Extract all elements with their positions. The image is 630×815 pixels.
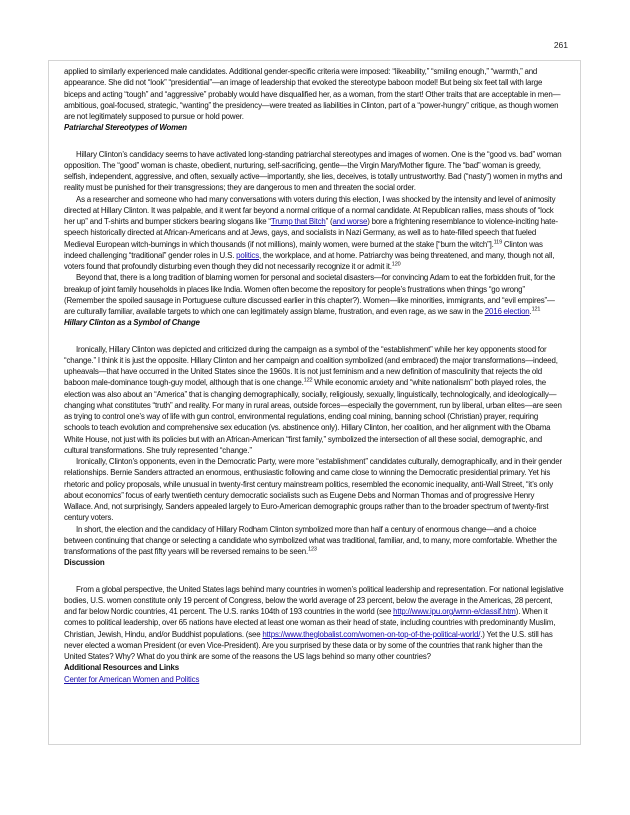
link-2016-election[interactable]: 2016 election xyxy=(484,307,530,316)
spacer xyxy=(64,569,564,584)
paragraph: In short, the election and the candidacy of Hillary Rodham Clinton symbolized more than half a century of enormous change—and a choice between continuing that change or selecting a candidate who symbolized what was traditional, familiar, and, to many, more comfortable. Whether the transformations of the past fifty years will be reversed remains to be seen.$^{123}$ xyxy=(64,524,557,556)
spacer xyxy=(64,134,564,149)
link-theglobalist[interactable]: https://www.theglobalist.com/women-on-top-of-the-political-world/ xyxy=(262,629,481,639)
section-heading-resources: Additional Resources and Links xyxy=(64,663,180,673)
section-heading-symbol-of-change: Hillary Clinton as a Symbol of Change xyxy=(64,318,200,328)
footnote-ref: 123 xyxy=(308,546,317,553)
footnote-ref: 122 xyxy=(303,377,313,384)
text-column xyxy=(64,66,564,685)
section-heading-patriarchal-stereotypes: Patriarchal Stereotypes of Women xyxy=(64,123,187,133)
section-heading-discussion: Discussion xyxy=(64,558,105,568)
paragraph: Beyond that, there is a long tradition of blaming women for personal and societal disasters—for convincing Adam to eat the forbidden fruit, for the breakup of joint family households in places like India. Women often become the repository for people’s frustrations when things “go wrong” (Remember the spoiled sausage in Portuguese culture discussed earlier in this chapter?). Women—like minorities, immigrants, and “evil empires”—are culturally familiar, available targets to which one can legitimately assign blame, frustration, and even rage, as we saw in the 2016 election.$^{121}$ xyxy=(64,273,556,316)
link-and-worse[interactable]: and worse xyxy=(332,217,368,226)
footnote-ref: 121 xyxy=(531,306,541,313)
page-number: 261 xyxy=(553,40,568,50)
paragraph: Ironically, Clinton’s opponents, even in the Democratic Party, were more “establishment” candidates culturally, demographically, and in their gender relationships. Bernie Sanders attracted an enormous, enthusiastic following and came close to winning the Democratic presidential primary. Yet his rhetoric and policy proposals, while unusual in twenty-first century mainstream politics, resembled the economic inequality, anti-Wall Street, “it’s only about economics” focus of early twentieth century democratic socialists such as Eugene Debs and Norman Thomas and of progressive Henry Wallace. And, not surprisingly, Sanders appealed largely to Euro-American demographic groups rather than to the broader spectrum of twenty-first century voters. xyxy=(64,457,562,523)
link-cawp[interactable]: Center for American Women and Politics xyxy=(64,674,200,684)
footnote-ref: 119 xyxy=(493,238,502,245)
footnote-ref: 120 xyxy=(391,261,401,268)
paragraph: applied to similarly experienced male candidates. Additional gender-specific criteria were imposed: “likeability,” “smiling enough,” “warmth,” and appearance. She did not “look” “presidential”—an image of leadership that evoked the stereotype baboon model! But being six feet tall with large biceps and acting “tough” and “aggressive” probably would have disqualified her, as a woman, from the start! Other traits that are acceptable in men—ambitious, goal-focused, strategic, “wanting” the presidency—were treated as liabilities in Clinton, part of a “power-hungry” critique, as though women are not legitimately supposed to pursue or hold power. xyxy=(64,67,561,121)
paragraph: As a researcher and someone who had many conversations with voters during this election, I was shocked by the intensity and level of animosity directed at Hillary Clinton. It was palpable, and it went far beyond a normal critique of a normal candidate. At Republican rallies, mass shouts of “lock her up” and T-shirts and bumper stickers bearing slogans like “Trump that Bitch” (and worse) bore a frightening resemblance to violence-inciting hate-speech historically directed at African-Americans and at Jews, gays, and socialists in Nazi Germany, as well as to hate-filled speech that fueled Medieval European witch-burnings in which thousands (if not millions), mainly women, were burned at the stake [“burn the witch”].$^{119}$ Clinton was indeed challenging “traditional” gender roles in U.S. politics, the workplace, and at home. Patriarchy was being threatened, and many, though not all, voters found that profoundly disturbing even though they did not necessarily recognize it or admit it.$^{120}$ xyxy=(64,194,558,271)
link-ipu-classif[interactable]: http://www.ipu.org/wmn-e/classif.htm xyxy=(393,607,516,616)
paragraph: Hillary Clinton’s candidacy seems to have activated long-standing patriarchal stereotypes and images of women. One is the “good vs. bad” woman opposition. The “good” woman is chaste, obedient, nurturing, self-sacrificing, gentle—the Virgin Mary/Mother figure. The “bad” woman is greedy, selfish, independent, aggressive, and often, sexually active—importantly, she lies, deceives, is totally untrustworthy. Bad (“nasty”) women in myths and reality must be punished for their transgressions; they are dangerous to men and threaten the social order. xyxy=(64,149,563,193)
paragraph: Ironically, Hillary Clinton was depicted and criticized during the campaign as a symbol of the “establishment” while her key opponents stood for “change.” I think it is just the opposite. Hillary Clinton and her campaign and coalition symbolized (and embraced) the major transformations—indeed, upheavals—that have occurred in the United States since the 1960s. It is not just feminism and a new definition of masculinity that rejects the old baboon male-dominance tough-guy model, although that is one change.$^{122}$ While economic anxiety and “white nationalism” both played roles, the election was also about an “America” that is changing demographically, socially, religiously, sexually, linguistically, technologically, and ideologically—changing what constitutes “truth” and reality. For many in rural areas, outside forces—especially the government, run by liberal, urban elites—are seen as trying to control one’s way of life with gun control, environmental regulations, ending coal mining, banning school (Christian) prayer, requiring schools to teach evolution and comprehensive sex education (vs. abstinence only). Hillary Clinton, her coalition, and her alignment with the Obama White House, not just with its policies but with an African-American “first family,” symbolized the intersection of all these social, demographic, and cultural transformations. She truly represented “change.” xyxy=(64,344,562,455)
resource-list-item xyxy=(64,674,564,685)
link-politics[interactable]: politics xyxy=(236,250,260,260)
link-trump-that-bitch[interactable]: Trump that Bitch xyxy=(270,217,326,226)
paragraph: From a global perspective, the United States lags behind many countries in women’s political leadership and representation. For national legislative bodies, U.S. women constitute only 19 percent of Congress, below the world average of 23 percent, below the average in the Americas, 28 percent, and far below Nordic countries, 41 percent. The U.S. ranks 104th of 193 countries in the world (see http://www.ipu.org/wmn-e/classif.htm). When it comes to political leadership, over 65 nations have elected at least one woman as their head of state, including countries with predominantly Muslim, Christian, Jewish, Hindu, and/or Buddhist populations. (see https://www.theglobalist.com/women-on-top-of-the-political-world/.) Yet the U.S. still has never elected a woman President (or even Vice-President). Are you surprised by these data or by some of the countries that rank higher than the United States? Why? What do you think are some of the reasons the US lags behind so many other countries? xyxy=(64,584,564,661)
spacer xyxy=(64,329,564,344)
